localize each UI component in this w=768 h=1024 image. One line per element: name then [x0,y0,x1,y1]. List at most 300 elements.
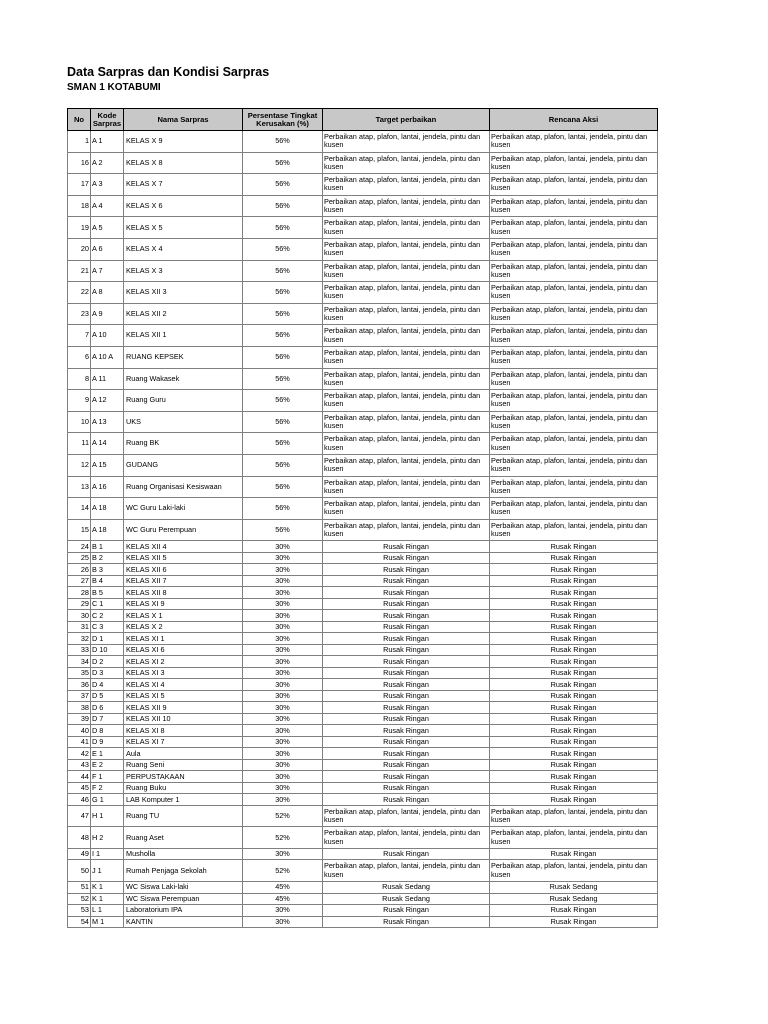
cell-nama-sarpras: WC Siswa Perempuan [124,893,243,905]
cell-target-perbaikan: Perbaikan atap, plafon, lantai, jendela, pintu dan kusen [323,390,490,412]
table-row [68,610,658,622]
cell-rencana-aksi: Rusak Ringan [490,679,658,691]
cell-nama-sarpras: KANTIN [124,916,243,928]
header-rencana-aksi: Rencana Aksi [490,109,658,131]
cell-kode-sarpras: H 2 [91,827,124,849]
table-row [68,390,658,412]
cell-target-perbaikan: Perbaikan atap, plafon, lantai, jendela, pintu dan kusen [323,498,490,520]
cell-nama-sarpras: KELAS XI 9 [124,598,243,610]
cell-rencana-aksi: Perbaikan atap, plafon, lantai, jendela, pintu dan kusen [490,805,658,827]
table-row [68,575,658,587]
cell-kode-sarpras: K 1 [91,882,124,894]
cell-target-perbaikan: Rusak Ringan [323,552,490,564]
cell-persentase: 30% [243,633,323,645]
cell-persentase: 45% [243,882,323,894]
cell-persentase: 30% [243,713,323,725]
cell-kode-sarpras: A 18 [91,498,124,520]
table-row [68,905,658,917]
cell-kode-sarpras: A 10 [91,325,124,347]
cell-nama-sarpras: KELAS XI 3 [124,667,243,679]
cell-kode-sarpras: A 1 [91,131,124,153]
cell-persentase: 30% [243,782,323,794]
cell-rencana-aksi: Perbaikan atap, plafon, lantai, jendela, pintu dan kusen [490,827,658,849]
cell-no: 21 [68,260,91,282]
cell-rencana-aksi: Rusak Ringan [490,633,658,645]
cell-nama-sarpras: KELAS X 8 [124,152,243,174]
cell-persentase: 56% [243,131,323,153]
cell-no: 17 [68,174,91,196]
cell-no: 47 [68,805,91,827]
cell-kode-sarpras: A 18 [91,519,124,541]
table-row [68,325,658,347]
cell-kode-sarpras: B 3 [91,564,124,576]
cell-rencana-aksi: Rusak Ringan [490,656,658,668]
table-row [68,217,658,239]
cell-rencana-aksi: Rusak Ringan [490,621,658,633]
cell-no: 13 [68,476,91,498]
cell-rencana-aksi: Perbaikan atap, plafon, lantai, jendela, pintu dan kusen [490,519,658,541]
cell-no: 6 [68,346,91,368]
header-target-perbaikan: Target perbaikan [323,109,490,131]
cell-target-perbaikan: Rusak Ringan [323,702,490,714]
cell-target-perbaikan: Perbaikan atap, plafon, lantai, jendela, pintu dan kusen [323,174,490,196]
cell-target-perbaikan: Rusak Ringan [323,725,490,737]
cell-target-perbaikan: Perbaikan atap, plafon, lantai, jendela, pintu dan kusen [323,411,490,433]
cell-target-perbaikan: Rusak Ringan [323,713,490,725]
table-row [68,174,658,196]
cell-no: 43 [68,759,91,771]
cell-no: 12 [68,454,91,476]
table-row [68,195,658,217]
cell-target-perbaikan: Rusak Ringan [323,575,490,587]
cell-no: 27 [68,575,91,587]
cell-rencana-aksi: Rusak Ringan [490,610,658,622]
cell-target-perbaikan: Perbaikan atap, plafon, lantai, jendela, pintu dan kusen [323,195,490,217]
cell-target-perbaikan: Perbaikan atap, plafon, lantai, jendela, pintu dan kusen [323,282,490,304]
cell-target-perbaikan: Perbaikan atap, plafon, lantai, jendela, pintu dan kusen [323,368,490,390]
cell-kode-sarpras: A 13 [91,411,124,433]
cell-no: 38 [68,702,91,714]
table-row [68,552,658,564]
document-title: Data Sarpras dan Kondisi Sarpras [67,65,270,79]
cell-rencana-aksi: Perbaikan atap, plafon, lantai, jendela, pintu dan kusen [490,282,658,304]
cell-kode-sarpras: A 2 [91,152,124,174]
table-row [68,303,658,325]
cell-target-perbaikan: Rusak Ringan [323,633,490,645]
cell-nama-sarpras: KELAS XII 2 [124,303,243,325]
cell-nama-sarpras: Ruang Wakasek [124,368,243,390]
cell-nama-sarpras: WC Guru Laki-laki [124,498,243,520]
header-persentase-kerusakan: Persentase Tingkat Kerusakan (%) [243,109,323,131]
cell-no: 18 [68,195,91,217]
cell-nama-sarpras: KELAS XII 4 [124,541,243,553]
cell-no: 20 [68,238,91,260]
cell-target-perbaikan: Perbaikan atap, plafon, lantai, jendela, pintu dan kusen [323,805,490,827]
table-row [68,411,658,433]
table-row [68,644,658,656]
cell-nama-sarpras: KELAS XII 7 [124,575,243,587]
cell-no: 29 [68,598,91,610]
cell-target-perbaikan: Perbaikan atap, plafon, lantai, jendela, pintu dan kusen [323,217,490,239]
cell-kode-sarpras: F 2 [91,782,124,794]
cell-persentase: 30% [243,621,323,633]
cell-nama-sarpras: Musholla [124,848,243,860]
cell-rencana-aksi: Rusak Ringan [490,598,658,610]
table-row [68,759,658,771]
table-row [68,433,658,455]
cell-kode-sarpras: B 4 [91,575,124,587]
header-kode-sarpras: Kode Sarpras [91,109,124,131]
cell-kode-sarpras: A 7 [91,260,124,282]
cell-nama-sarpras: KELAS XII 6 [124,564,243,576]
cell-rencana-aksi: Rusak Ringan [490,782,658,794]
cell-persentase: 45% [243,893,323,905]
cell-kode-sarpras: C 1 [91,598,124,610]
cell-target-perbaikan: Perbaikan atap, plafon, lantai, jendela, pintu dan kusen [323,325,490,347]
cell-rencana-aksi: Perbaikan atap, plafon, lantai, jendela, pintu dan kusen [490,433,658,455]
cell-target-perbaikan: Perbaikan atap, plafon, lantai, jendela, pintu dan kusen [323,476,490,498]
cell-target-perbaikan: Perbaikan atap, plafon, lantai, jendela, pintu dan kusen [323,238,490,260]
cell-rencana-aksi: Rusak Ringan [490,667,658,679]
cell-no: 45 [68,782,91,794]
cell-persentase: 56% [243,238,323,260]
cell-nama-sarpras: Rumah Penjaga Sekolah [124,860,243,882]
cell-rencana-aksi: Rusak Ringan [490,905,658,917]
cell-no: 53 [68,905,91,917]
cell-nama-sarpras: Aula [124,748,243,760]
cell-kode-sarpras: J 1 [91,860,124,882]
cell-rencana-aksi: Perbaikan atap, plafon, lantai, jendela, pintu dan kusen [490,174,658,196]
cell-target-perbaikan: Rusak Ringan [323,848,490,860]
cell-no: 50 [68,860,91,882]
cell-persentase: 56% [243,411,323,433]
table-row [68,725,658,737]
cell-target-perbaikan: Perbaikan atap, plafon, lantai, jendela, pintu dan kusen [323,260,490,282]
cell-persentase: 30% [243,552,323,564]
cell-persentase: 30% [243,598,323,610]
cell-nama-sarpras: KELAS XI 1 [124,633,243,645]
cell-persentase: 56% [243,282,323,304]
cell-no: 39 [68,713,91,725]
cell-persentase: 56% [243,390,323,412]
cell-kode-sarpras: M 1 [91,916,124,928]
cell-rencana-aksi: Perbaikan atap, plafon, lantai, jendela, pintu dan kusen [490,152,658,174]
cell-no: 7 [68,325,91,347]
cell-rencana-aksi: Perbaikan atap, plafon, lantai, jendela, pintu dan kusen [490,498,658,520]
cell-rencana-aksi: Rusak Ringan [490,690,658,702]
cell-no: 28 [68,587,91,599]
cell-nama-sarpras: GUDANG [124,454,243,476]
cell-kode-sarpras: B 2 [91,552,124,564]
table-row [68,152,658,174]
cell-rencana-aksi: Rusak Ringan [490,771,658,783]
cell-rencana-aksi: Rusak Ringan [490,759,658,771]
cell-no: 1 [68,131,91,153]
cell-nama-sarpras: RUANG KEPSEK [124,346,243,368]
cell-target-perbaikan: Rusak Ringan [323,679,490,691]
cell-rencana-aksi: Rusak Ringan [490,552,658,564]
cell-kode-sarpras: E 1 [91,748,124,760]
table-row [68,260,658,282]
table-row [68,238,658,260]
cell-nama-sarpras: KELAS X 3 [124,260,243,282]
cell-kode-sarpras: K 1 [91,893,124,905]
cell-nama-sarpras: KELAS XI 8 [124,725,243,737]
cell-target-perbaikan: Perbaikan atap, plafon, lantai, jendela, pintu dan kusen [323,303,490,325]
cell-no: 52 [68,893,91,905]
cell-target-perbaikan: Rusak Ringan [323,736,490,748]
cell-rencana-aksi: Perbaikan atap, plafon, lantai, jendela, pintu dan kusen [490,390,658,412]
cell-no: 37 [68,690,91,702]
table-row [68,667,658,679]
cell-target-perbaikan: Rusak Ringan [323,690,490,702]
cell-no: 44 [68,771,91,783]
document-subtitle: SMAN 1 KOTABUMI [67,82,161,93]
cell-target-perbaikan: Rusak Ringan [323,564,490,576]
cell-target-perbaikan: Perbaikan atap, plafon, lantai, jendela, pintu dan kusen [323,519,490,541]
table-row [68,736,658,748]
cell-target-perbaikan: Rusak Ringan [323,587,490,599]
cell-persentase: 30% [243,587,323,599]
cell-no: 41 [68,736,91,748]
cell-persentase: 30% [243,905,323,917]
cell-kode-sarpras: A 12 [91,390,124,412]
cell-persentase: 52% [243,860,323,882]
cell-rencana-aksi: Rusak Ringan [490,916,658,928]
cell-nama-sarpras: Laboratorium IPA [124,905,243,917]
cell-persentase: 30% [243,748,323,760]
table-row [68,131,658,153]
cell-no: 40 [68,725,91,737]
cell-kode-sarpras: D 1 [91,633,124,645]
table-header [68,109,658,131]
cell-kode-sarpras: F 1 [91,771,124,783]
cell-kode-sarpras: D 8 [91,725,124,737]
cell-rencana-aksi: Rusak Ringan [490,713,658,725]
cell-no: 54 [68,916,91,928]
cell-kode-sarpras: L 1 [91,905,124,917]
cell-nama-sarpras: Ruang Organisasi Kesiswaan [124,476,243,498]
table-row [68,476,658,498]
cell-nama-sarpras: WC Siswa Laki-laki [124,882,243,894]
cell-kode-sarpras: D 7 [91,713,124,725]
cell-rencana-aksi: Perbaikan atap, plafon, lantai, jendela, pintu dan kusen [490,131,658,153]
cell-persentase: 30% [243,575,323,587]
cell-target-perbaikan: Rusak Ringan [323,782,490,794]
cell-nama-sarpras: WC Guru Perempuan [124,519,243,541]
cell-persentase: 56% [243,368,323,390]
table-row [68,282,658,304]
table-row [68,679,658,691]
cell-rencana-aksi: Perbaikan atap, plafon, lantai, jendela, pintu dan kusen [490,476,658,498]
table-row [68,827,658,849]
cell-persentase: 30% [243,916,323,928]
cell-persentase: 30% [243,690,323,702]
cell-kode-sarpras: C 2 [91,610,124,622]
cell-no: 36 [68,679,91,691]
cell-persentase: 56% [243,303,323,325]
cell-persentase: 30% [243,656,323,668]
cell-no: 49 [68,848,91,860]
table-row [68,454,658,476]
cell-no: 26 [68,564,91,576]
table-row [68,587,658,599]
cell-kode-sarpras: A 10 A [91,346,124,368]
cell-nama-sarpras: KELAS XII 10 [124,713,243,725]
cell-no: 33 [68,644,91,656]
table-row [68,748,658,760]
cell-target-perbaikan: Rusak Ringan [323,541,490,553]
cell-no: 23 [68,303,91,325]
header-no: No [68,109,91,131]
cell-rencana-aksi: Perbaikan atap, plafon, lantai, jendela, pintu dan kusen [490,368,658,390]
cell-persentase: 56% [243,195,323,217]
cell-rencana-aksi: Perbaikan atap, plafon, lantai, jendela, pintu dan kusen [490,260,658,282]
cell-persentase: 56% [243,498,323,520]
cell-no: 30 [68,610,91,622]
cell-persentase: 56% [243,260,323,282]
cell-kode-sarpras: A 4 [91,195,124,217]
cell-nama-sarpras: KELAS XI 4 [124,679,243,691]
table-row [68,598,658,610]
table-row [68,805,658,827]
table-row [68,782,658,794]
cell-rencana-aksi: Perbaikan atap, plafon, lantai, jendela, pintu dan kusen [490,195,658,217]
cell-kode-sarpras: D 2 [91,656,124,668]
cell-nama-sarpras: Ruang BK [124,433,243,455]
table-row [68,368,658,390]
sarpras-table [67,108,658,928]
cell-rencana-aksi: Rusak Sedang [490,882,658,894]
cell-rencana-aksi: Rusak Ringan [490,748,658,760]
cell-kode-sarpras: A 14 [91,433,124,455]
cell-target-perbaikan: Perbaikan atap, plafon, lantai, jendela, pintu dan kusen [323,827,490,849]
cell-persentase: 56% [243,174,323,196]
cell-rencana-aksi: Perbaikan atap, plafon, lantai, jendela, pintu dan kusen [490,346,658,368]
cell-target-perbaikan: Rusak Ringan [323,644,490,656]
cell-target-perbaikan: Rusak Ringan [323,598,490,610]
cell-persentase: 30% [243,644,323,656]
cell-kode-sarpras: B 5 [91,587,124,599]
cell-nama-sarpras: KELAS X 1 [124,610,243,622]
cell-nama-sarpras: UKS [124,411,243,433]
cell-rencana-aksi: Perbaikan atap, plafon, lantai, jendela, pintu dan kusen [490,303,658,325]
cell-kode-sarpras: B 1 [91,541,124,553]
cell-persentase: 30% [243,848,323,860]
cell-persentase: 56% [243,476,323,498]
cell-rencana-aksi: Perbaikan atap, plafon, lantai, jendela, pintu dan kusen [490,217,658,239]
cell-nama-sarpras: KELAS XI 2 [124,656,243,668]
cell-persentase: 56% [243,433,323,455]
cell-target-perbaikan: Perbaikan atap, plafon, lantai, jendela, pintu dan kusen [323,152,490,174]
table-row [68,794,658,806]
cell-no: 31 [68,621,91,633]
cell-rencana-aksi: Perbaikan atap, plafon, lantai, jendela, pintu dan kusen [490,325,658,347]
cell-persentase: 30% [243,759,323,771]
cell-no: 19 [68,217,91,239]
cell-persentase: 56% [243,325,323,347]
cell-no: 35 [68,667,91,679]
table-row [68,564,658,576]
cell-no: 15 [68,519,91,541]
cell-target-perbaikan: Perbaikan atap, plafon, lantai, jendela, pintu dan kusen [323,433,490,455]
cell-persentase: 56% [243,454,323,476]
cell-kode-sarpras: A 9 [91,303,124,325]
cell-no: 14 [68,498,91,520]
cell-persentase: 30% [243,541,323,553]
cell-nama-sarpras: KELAS XI 6 [124,644,243,656]
cell-persentase: 30% [243,610,323,622]
cell-nama-sarpras: KELAS X 9 [124,131,243,153]
cell-rencana-aksi: Perbaikan atap, plafon, lantai, jendela, pintu dan kusen [490,238,658,260]
cell-persentase: 52% [243,805,323,827]
cell-kode-sarpras: D 5 [91,690,124,702]
cell-target-perbaikan: Rusak Ringan [323,916,490,928]
cell-nama-sarpras: KELAS XII 9 [124,702,243,714]
cell-kode-sarpras: A 11 [91,368,124,390]
cell-target-perbaikan: Rusak Ringan [323,667,490,679]
cell-target-perbaikan: Rusak Ringan [323,610,490,622]
cell-rencana-aksi: Rusak Ringan [490,702,658,714]
cell-target-perbaikan: Perbaikan atap, plafon, lantai, jendela, pintu dan kusen [323,131,490,153]
table-row [68,690,658,702]
cell-no: 25 [68,552,91,564]
cell-persentase: 56% [243,217,323,239]
table-row [68,621,658,633]
cell-rencana-aksi: Rusak Ringan [490,541,658,553]
cell-no: 8 [68,368,91,390]
cell-persentase: 30% [243,679,323,691]
cell-target-perbaikan: Rusak Ringan [323,794,490,806]
table-row [68,848,658,860]
cell-no: 51 [68,882,91,894]
cell-rencana-aksi: Rusak Ringan [490,644,658,656]
table-row [68,633,658,645]
cell-rencana-aksi: Rusak Ringan [490,794,658,806]
cell-target-perbaikan: Perbaikan atap, plafon, lantai, jendela, pintu dan kusen [323,346,490,368]
cell-nama-sarpras: Ruang Guru [124,390,243,412]
cell-no: 11 [68,433,91,455]
cell-target-perbaikan: Rusak Sedang [323,893,490,905]
cell-nama-sarpras: KELAS XII 1 [124,325,243,347]
cell-kode-sarpras: E 2 [91,759,124,771]
cell-nama-sarpras: PERPUSTAKAAN [124,771,243,783]
table-row [68,893,658,905]
cell-nama-sarpras: KELAS X 2 [124,621,243,633]
cell-nama-sarpras: LAB Komputer 1 [124,794,243,806]
cell-rencana-aksi: Rusak Ringan [490,564,658,576]
cell-no: 16 [68,152,91,174]
cell-no: 10 [68,411,91,433]
cell-kode-sarpras: A 3 [91,174,124,196]
cell-target-perbaikan: Rusak Ringan [323,621,490,633]
cell-nama-sarpras: Ruang Buku [124,782,243,794]
cell-nama-sarpras: Ruang TU [124,805,243,827]
cell-kode-sarpras: D 4 [91,679,124,691]
cell-target-perbaikan: Rusak Ringan [323,771,490,783]
cell-nama-sarpras: KELAS XI 5 [124,690,243,702]
cell-no: 22 [68,282,91,304]
cell-persentase: 30% [243,794,323,806]
cell-target-perbaikan: Rusak Ringan [323,656,490,668]
cell-persentase: 30% [243,725,323,737]
cell-target-perbaikan: Rusak Sedang [323,882,490,894]
cell-kode-sarpras: A 15 [91,454,124,476]
table-row [68,346,658,368]
cell-persentase: 30% [243,702,323,714]
cell-rencana-aksi: Rusak Ringan [490,848,658,860]
table-row [68,882,658,894]
